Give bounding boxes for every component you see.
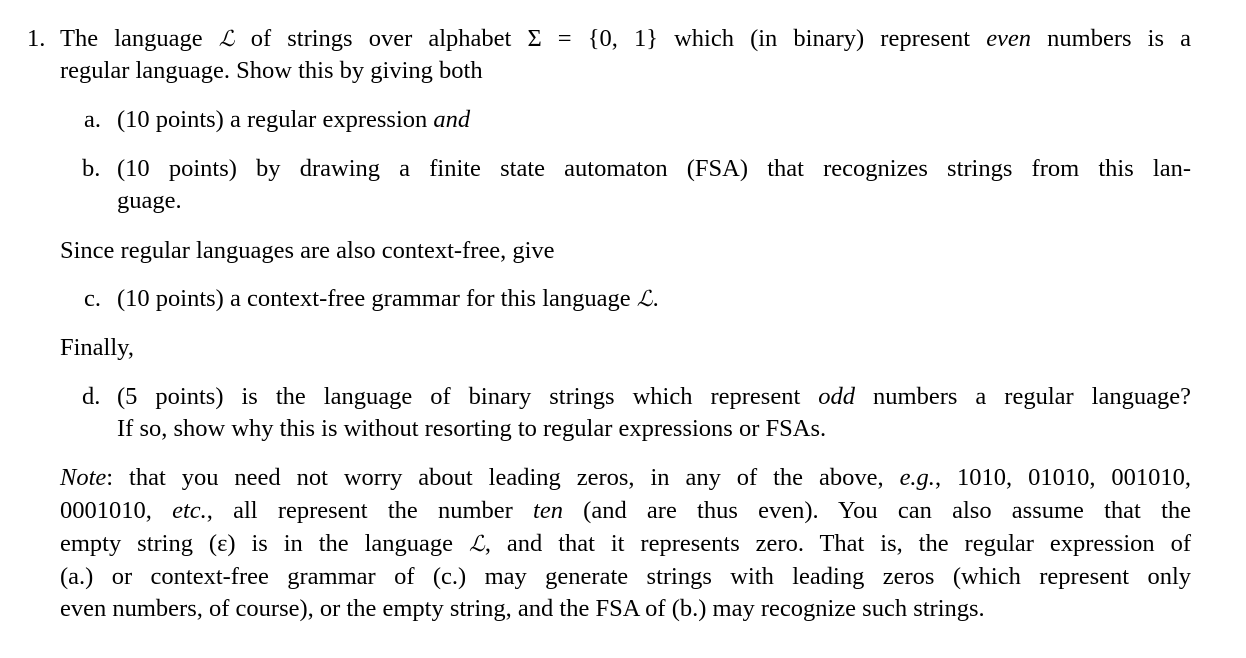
note-text-line-5: even numbers, of course), or the empty string, and the FSA of (b.) may recognize such strings. bbox=[60, 595, 985, 622]
part-b-text-line-1: (10 points) by drawing a finite state automaton (FSA) that recognizes strings from this lan- bbox=[117, 155, 1191, 182]
note-text-line-2 bbox=[60, 495, 1191, 527]
part-a-label: a. bbox=[84, 106, 101, 133]
part-a-text bbox=[117, 104, 470, 136]
problem-statement-line-2: regular language. Show this by giving both bbox=[60, 57, 483, 84]
part-d-label: d. bbox=[82, 383, 101, 410]
part-text: (10 points) a regular expression bbox=[117, 106, 434, 133]
note-text: empty string (ε) is in the language bbox=[60, 530, 469, 557]
emphasis-text: odd bbox=[818, 383, 856, 410]
emphasis-text: and bbox=[433, 106, 471, 133]
language-symbol: ℒ bbox=[468, 532, 485, 557]
note-text: : that you need not worry about leading zeros, in any of the above, bbox=[106, 464, 900, 491]
finally-text: Finally, bbox=[60, 334, 134, 361]
part-text: (10 points) a context-free grammar for this language bbox=[117, 285, 637, 312]
problem-statement-line-1 bbox=[60, 23, 1191, 56]
note-text: , all represent the number bbox=[206, 497, 534, 524]
problem-text: of strings over alphabet Σ = {0, 1} which (in binary) represent bbox=[234, 25, 987, 52]
note-text: , and that it represents zero. That is, the regular expression of bbox=[484, 530, 1191, 557]
note-text-line-4: (a.) or context-free grammar of (c.) may generate strings with leading zeros (which represent only bbox=[60, 563, 1191, 590]
part-c-text bbox=[117, 283, 659, 316]
part-c-label: c. bbox=[84, 285, 101, 312]
problem-number: 1. bbox=[27, 25, 46, 52]
note-label: Note bbox=[60, 464, 107, 491]
language-symbol: ℒ bbox=[636, 287, 653, 312]
since-text: Since regular languages are also context-free, give bbox=[60, 237, 555, 264]
part-b-text-line-2: guage. bbox=[117, 187, 182, 214]
note-text-line-1 bbox=[60, 462, 1191, 494]
note-text-line-3 bbox=[60, 528, 1191, 561]
part-d-text-line-2: If so, show why this is without resorting to regular expressions or FSAs. bbox=[117, 415, 827, 442]
note-text: (and are thus even). You can also assume that the bbox=[562, 497, 1192, 524]
note-text: , 1010, 01010, 001010, bbox=[934, 464, 1192, 491]
part-b-label: b. bbox=[82, 155, 101, 182]
problem-text: numbers is a bbox=[1031, 25, 1191, 52]
emphasis-text: etc. bbox=[172, 497, 207, 524]
problem-text: The language bbox=[60, 25, 219, 52]
part-text: . bbox=[652, 285, 659, 312]
emphasis-text: even bbox=[986, 25, 1032, 52]
language-symbol: ℒ bbox=[218, 27, 235, 52]
note-text: 0001010, bbox=[60, 497, 173, 524]
emphasis-text: e.g. bbox=[899, 464, 935, 491]
part-text: (5 points) is the language of binary strings which represent bbox=[117, 383, 819, 410]
emphasis-text: ten bbox=[533, 497, 563, 524]
part-text: numbers a regular language? bbox=[855, 383, 1191, 410]
part-d-text-line-1 bbox=[117, 381, 1191, 413]
